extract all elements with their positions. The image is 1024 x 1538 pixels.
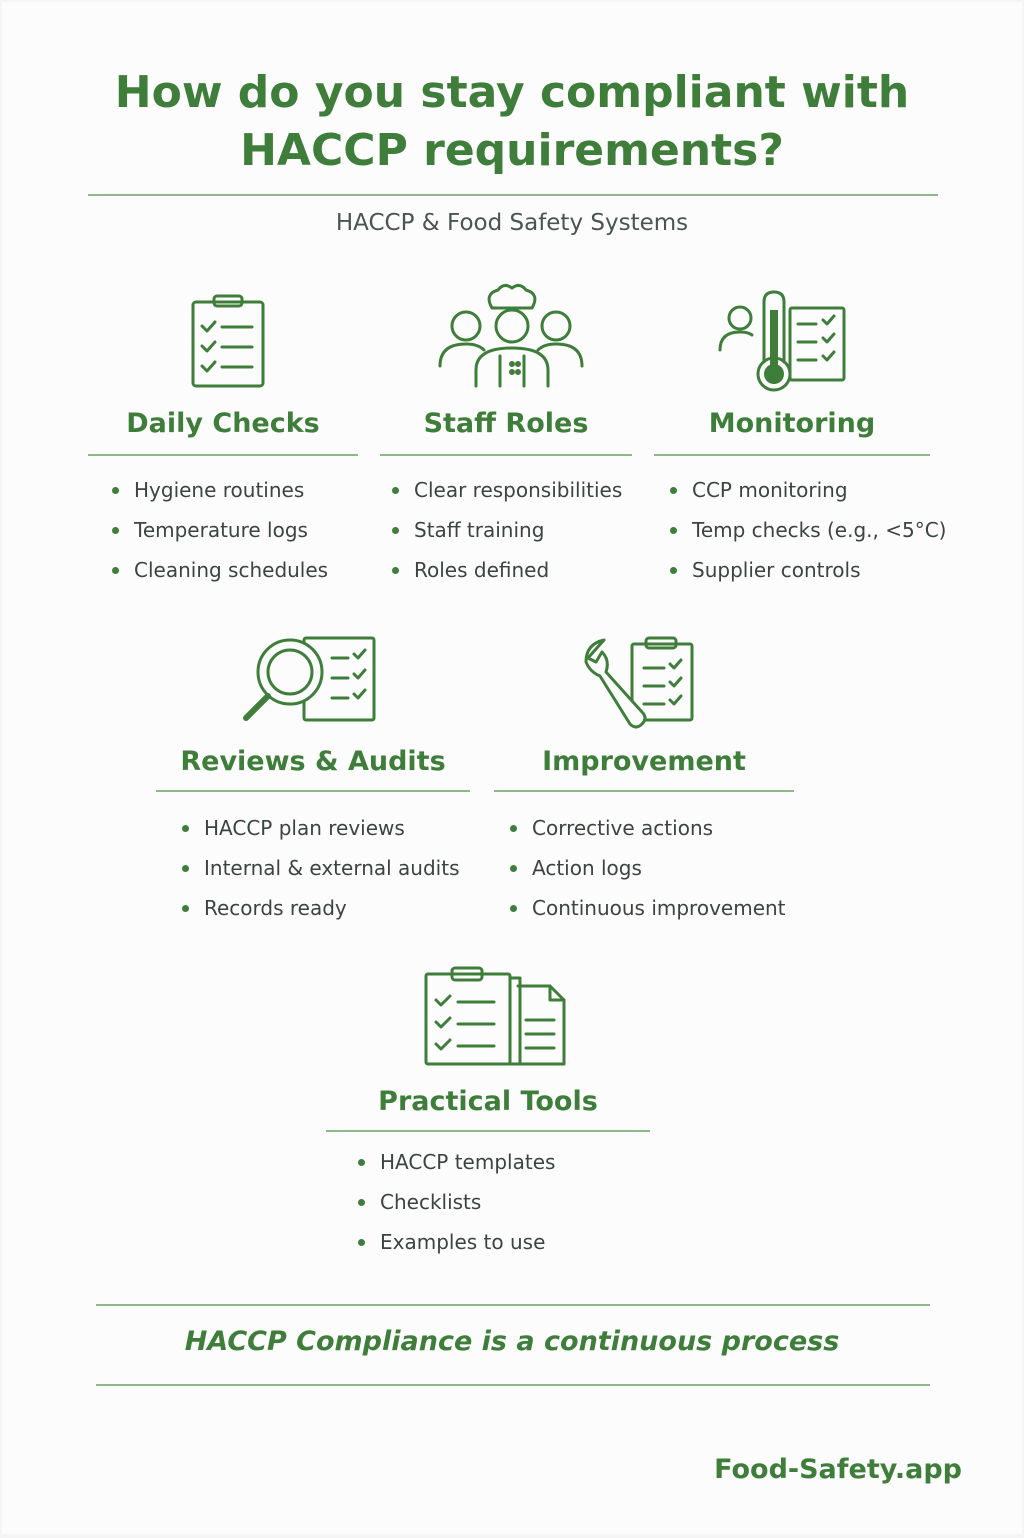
- section-reviews-audits: [156, 632, 470, 932]
- list-item: Supplier controls: [670, 550, 946, 590]
- section-rule: [326, 1130, 650, 1132]
- section-list: [358, 1142, 555, 1262]
- list-item: CCP monitoring: [670, 470, 946, 510]
- infographic: [2, 2, 1022, 1534]
- list-item: Cleaning schedules: [112, 550, 328, 590]
- section-practical-tools: [326, 962, 650, 1262]
- list-item: Clear responsibilities: [392, 470, 622, 510]
- section-list: [510, 808, 786, 928]
- divider: [96, 1384, 930, 1386]
- list-item: Temperature logs: [112, 510, 328, 550]
- magnifier-checklist-icon: [240, 634, 380, 726]
- section-list: [182, 808, 460, 928]
- clipboard-documents-icon: [422, 964, 568, 1068]
- list-item: Records ready: [182, 888, 460, 928]
- section-heading: Monitoring: [708, 408, 876, 439]
- list-item: Checklists: [358, 1182, 555, 1222]
- divider: [96, 1304, 930, 1306]
- thermometer-checklist-icon: [718, 290, 848, 394]
- page-title: How do you stay compliant with HACCP requirements?: [114, 67, 910, 176]
- section-heading: Staff Roles: [423, 408, 589, 439]
- section-staff-roles: [380, 292, 632, 592]
- section-rule: [380, 454, 632, 456]
- section-heading: Practical Tools: [378, 1086, 598, 1117]
- list-item: Hygiene routines: [112, 470, 328, 510]
- list-item: HACCP plan reviews: [182, 808, 460, 848]
- list-item: Internal & external audits: [182, 848, 460, 888]
- brand-logo-text: Food-Safety.app: [714, 1454, 962, 1485]
- section-list: [392, 470, 622, 590]
- section-heading: Daily Checks: [126, 408, 320, 439]
- section-rule: [88, 454, 358, 456]
- list-item: Temp checks (e.g., <5°C): [670, 510, 946, 550]
- section-list: [112, 470, 328, 590]
- list-item: Continuous improvement: [510, 888, 786, 928]
- divider: [88, 194, 938, 196]
- section-rule: [156, 790, 470, 792]
- section-list: [670, 470, 946, 590]
- footer-tagline: HACCP Compliance is a continuous process: [184, 1326, 840, 1357]
- section-rule: [654, 454, 930, 456]
- section-rule: [494, 790, 794, 792]
- list-item: Action logs: [510, 848, 786, 888]
- list-item: Corrective actions: [510, 808, 786, 848]
- list-item: Roles defined: [392, 550, 622, 590]
- list-item: Staff training: [392, 510, 622, 550]
- staff-team-chef-icon: [436, 284, 586, 388]
- section-improvement: [494, 632, 794, 932]
- section-monitoring: [654, 292, 947, 592]
- wrench-checklist-icon: [582, 634, 696, 730]
- list-item: Examples to use: [358, 1222, 555, 1262]
- page-subtitle: HACCP & Food Safety Systems: [335, 210, 689, 236]
- list-item: HACCP templates: [358, 1142, 555, 1182]
- section-daily-checks: [88, 292, 358, 592]
- section-heading: Reviews & Audits: [180, 746, 446, 777]
- section-heading: Improvement: [542, 746, 746, 777]
- clipboard-checklist-icon: [190, 294, 266, 388]
